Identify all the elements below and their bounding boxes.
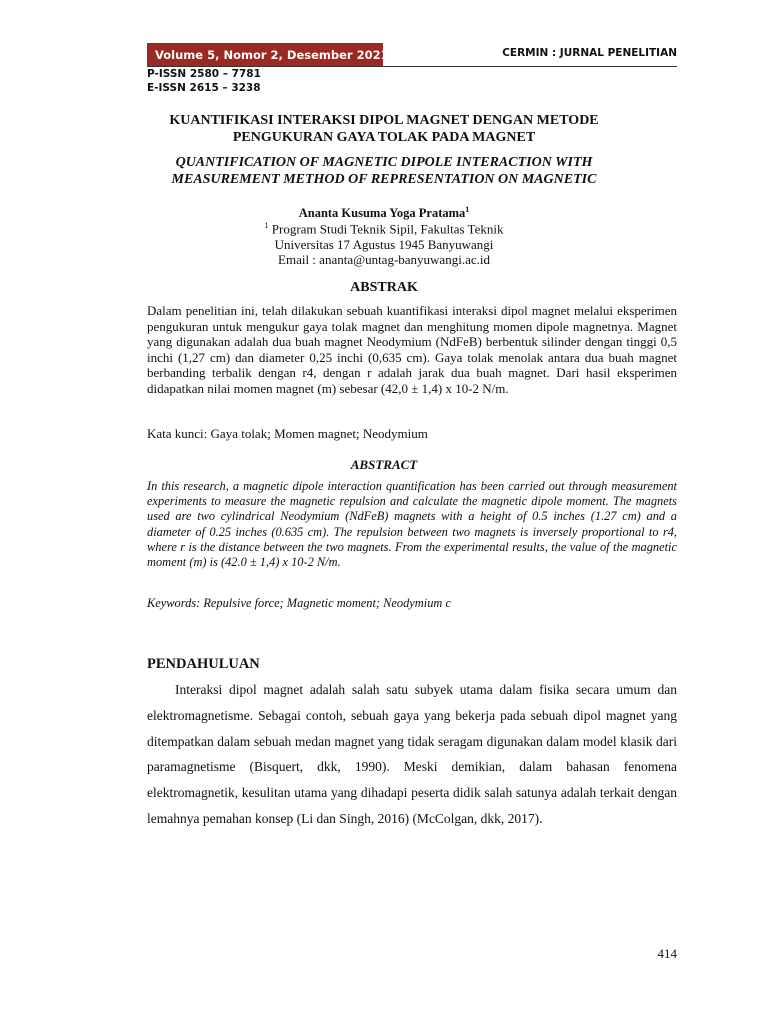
- title-english: QUANTIFICATION OF MAGNETIC DIPOLE INTERACTION WITH MEASUREMENT METHOD OF REPRESENTATION ON MAGNETIC: [171, 155, 597, 187]
- abstract-body: In this research, a magnetic dipole interaction quantification has been carried out through measurement experiments to measure the magnetic repulsion and calculate the magnetic dipole moment. The magnets used are two cylindrical Neodymium (NdFeB) magnets with a height of 0.5 inches (1.27 cm) and a diameter of 0.25 inches (0.635 cm). The repulsion between two magnets is inversely proportional to r4, where r is the distance between the two magnets. From the experimental results, the value of the magnetic moment (m) is (42.0 ± 1,4) x 10-2 N/m.: [147, 479, 677, 570]
- affiliation-line1: [120, 218, 648, 237]
- introduction-body: Interaksi dipol magnet adalah salah satu subyek utama dalam fisika secara umum dan elektromagnetisme. Sebagai contoh, sebuah gaya yang bekerja pada sebuah dipol magnet yang ditempatkan dalam sebuah medan magnet yang tidak seragam digunakan dalam model klasik dari paramagnetisme (Bisquert, dkk, 1990). Meski demikian, dalam bahasan fenomena elektromagnetik, kesulitan utama yang dihadapi peserta didik salah satunya adalah terkait dengan lemahnya pemahan konsep (Li dan Singh, 2016) (McColgan, dkk, 2017).: [147, 682, 677, 826]
- abstrak-heading: ABSTRAK: [350, 280, 418, 295]
- abstract-heading: ABSTRACT: [350, 457, 418, 472]
- author-affiliation: [120, 218, 648, 268]
- abstrak-body: Dalam penelitian ini, telah dilakukan sebuah kuantifikasi interaksi dipol magnet melalui eksperimen pengukuran untuk mengukur gaya tolak magnet dan menghitung momen dipole magnetnya. Magnet yang digunakan adalah dua buah magnet Neodymium (NdFeB) berbentuk silinder dengan tinggi 0,5 inchi (1,27 cm) dan diameter 0,25 inchi (0,635 cm). Gaya tolak menolak antara dua buah magnet berbanding terbalik dengan r4, dengan r adalah jarak dua buah magnet. Dari hasil eksperimen didapatkan nilai momen magnet (m) sebesar (42,0 ± 1,4) x 10-2 N/m.: [147, 303, 677, 396]
- header-rule: [147, 66, 677, 67]
- introduction-heading: PENDAHULUAN: [147, 656, 260, 672]
- abstract-keywords: Keywords: Repulsive force; Magnetic moment; Neodymium c: [147, 596, 451, 610]
- author-superscript: 1: [465, 205, 470, 214]
- journal-name: CERMIN : JURNAL PENELITIAN: [502, 47, 677, 59]
- volume-badge: Volume 5, Nomor 2, Desember 2021: [147, 43, 383, 67]
- e-issn: E-ISSN 2615 – 3238: [147, 82, 261, 94]
- author-email: Email : ananta@untag-banyuwangi.ac.id: [278, 252, 490, 268]
- affiliation-line2: Universitas 17 Agustus 1945 Banyuwangi: [274, 236, 494, 252]
- abstrak-keywords: Kata kunci: Gaya tolak; Momen magnet; Neodymium: [147, 426, 428, 441]
- author-name-text: Ananta Kusuma Yoga Pratama: [298, 206, 466, 221]
- affiliation-mark: 1: [264, 221, 269, 230]
- page-number: 414: [657, 946, 677, 961]
- title-indonesian: KUANTIFIKASI INTERAKSI DIPOL MAGNET DENGAN METODE PENGUKURAN GAYA TOLAK PADA MAGNET: [169, 113, 599, 145]
- p-issn: P-ISSN 2580 – 7781: [147, 68, 261, 80]
- affiliation-line1-text: Program Studi Teknik Sipil, Fakultas Teknik: [268, 221, 504, 237]
